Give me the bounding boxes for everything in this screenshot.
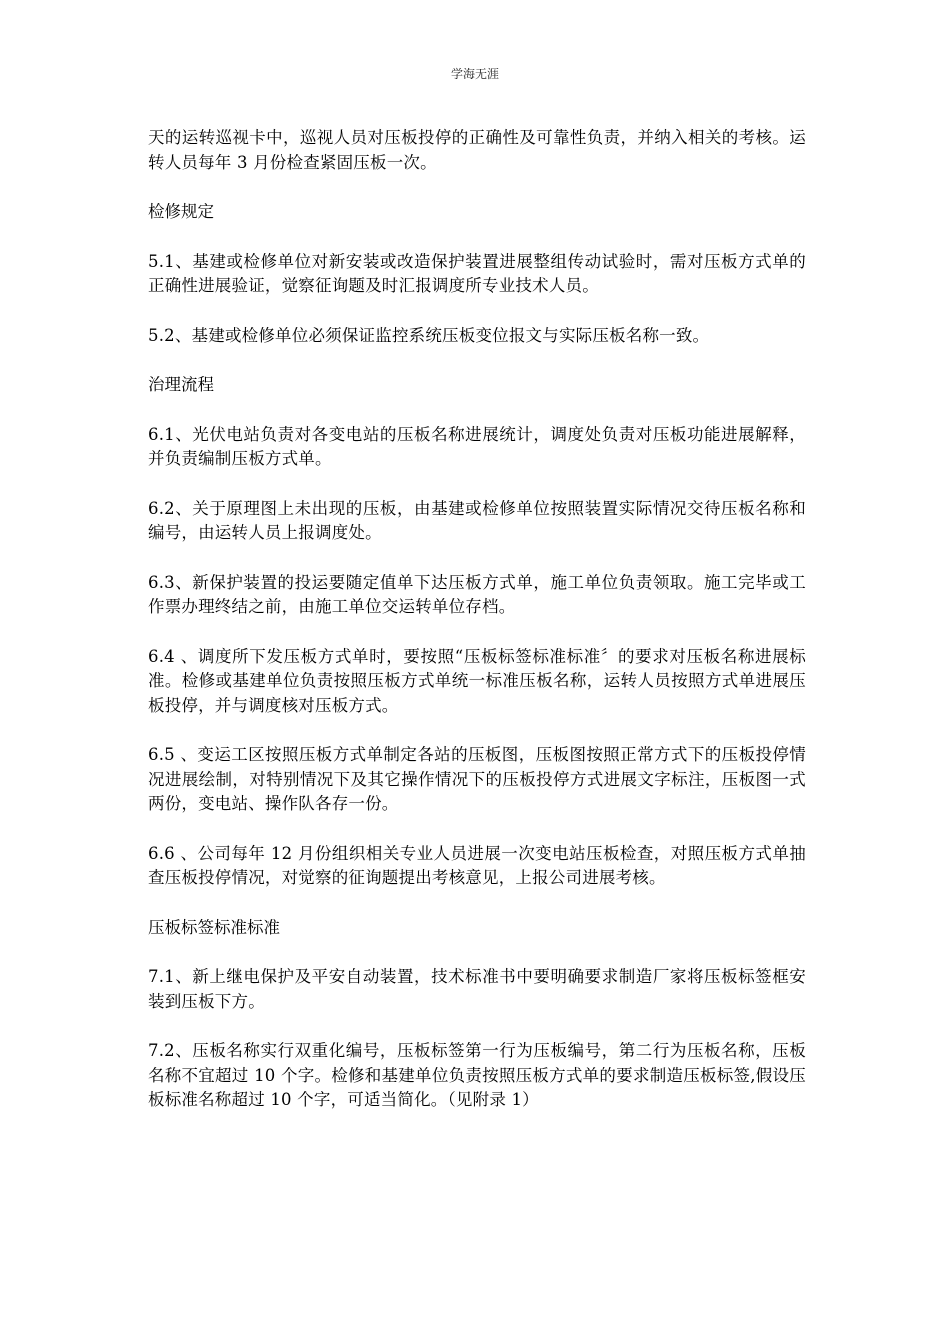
document-body — [148, 126, 806, 1138]
paragraph-5-1: 5.1、基建或检修单位对新安装或改造保护装置进展整组传动试验时，需对压板方式单的正确性进展验证，觉察征询题及时汇报调度所专业技术人员。 — [148, 251, 806, 295]
section-heading-management-process: 治理流程 — [148, 375, 214, 394]
intro-paragraph: 天的运转巡视卡中，巡视人员对压板投停的正确性及可靠性负责，并纳入相关的考核。运转人员每年 3 月份检查紧固压板一次。 — [148, 128, 806, 172]
paragraph-6-6: 6.6 、公司每年 12 月份组织相关专业人员进展一次变电站压板检查，对照压板方式单抽查压板投停情况，对觉察的征询题提出考核意见，上报公司进展考核。 — [148, 843, 806, 887]
section-heading-maintenance: 检修规定 — [148, 202, 214, 221]
page-header: 学海无涯 — [450, 67, 499, 81]
paragraph-6-2: 6.2、关于原理图上未出现的压板，由基建或检修单位按照装置实际情况交待压板名称和编号，由运转人员上报调度处。 — [148, 498, 806, 542]
paragraph-6-5: 6.5 、变运工区按照压板方式单制定各站的压板图，压板图按照正常方式下的压板投停情况进展绘制，对特别情况下及其它操作情况下的压板投停方式进展文字标注，压板图一式两份，变电站、操作队各存一份。 — [148, 745, 806, 813]
paragraph-6-4: 6.4 、调度所下发压板方式单时，要按照“压板标签标准标准〞的要求对压板名称进展标准。检修或基建单位负责按照压板方式单统一标准压板名称，运转人员按照方式单进展压板投停，并与调度核对压板方式。 — [148, 646, 806, 715]
section-heading-label-standard: 压板标签标准标准 — [148, 917, 280, 937]
paragraph-7-2: 7.2、压板名称实行双重化编号，压板标签第一行为压板编号，第二行为压板名称，压板名称不宜超过 10 个字。检修和基建单位负责按照压板方式单的要求制造压板标签,假设压板标准名称超过 10 个字，可适当简化。（见附录 1） — [148, 1041, 806, 1109]
paragraph-5-2: 5.2、基建或检修单位必须保证监控系统压板变位报文与实际压板名称一致。 — [148, 325, 710, 345]
paragraph-6-1: 6.1、光伏电站负责对各变电站的压板名称进展统计，调度处负责对压板功能进展解释，并负责编制压板方式单。 — [148, 424, 806, 468]
paragraph-7-1: 7.1、新上继电保护及平安自动装置，技术标准书中要明确要求制造厂家将压板标签框安装到压板下方。 — [148, 967, 806, 1011]
paragraph-6-3: 6.3、新保护装置的投运要随定值单下达压板方式单，施工单位负责领取。施工完毕或工作票办理终结之前，由施工单位交运转单位存档。 — [148, 572, 806, 616]
